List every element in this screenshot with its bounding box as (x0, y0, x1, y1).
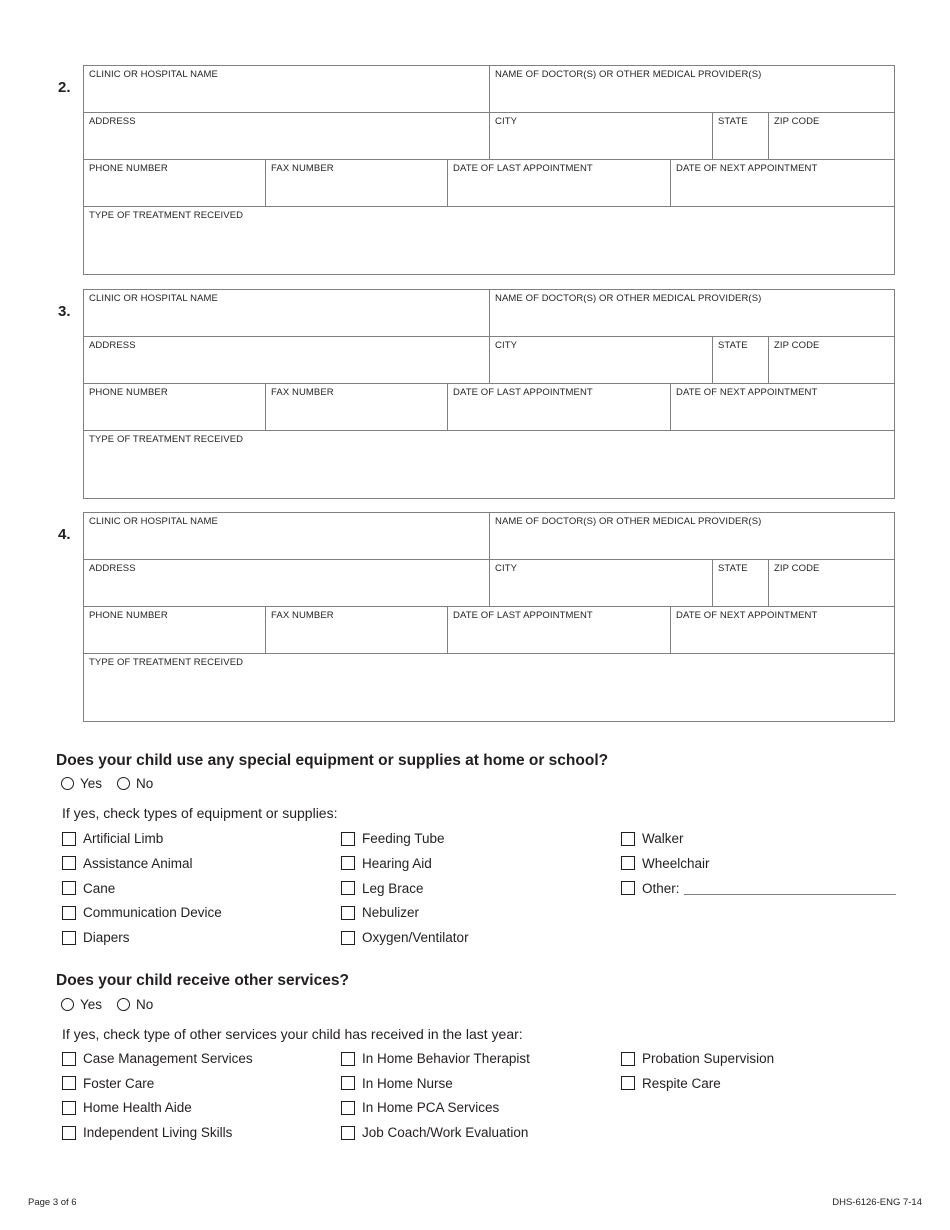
treatment-field[interactable] (84, 431, 894, 498)
field-label: TYPE OF TREATMENT RECEIVED (89, 210, 244, 221)
field-label: ADDRESS (89, 563, 136, 574)
field-label: DATE OF LAST APPOINTMENT (453, 610, 593, 621)
phone-field[interactable] (84, 607, 266, 654)
clinic-name-field[interactable] (84, 513, 490, 560)
checkbox-label: Home Health Aide (83, 1100, 192, 1116)
field-label: ZIP CODE (774, 340, 820, 351)
checkbox[interactable] (341, 832, 355, 846)
checkbox[interactable] (621, 856, 635, 870)
services-checkbox-item[interactable] (62, 1100, 192, 1115)
field-label: NAME OF DOCTOR(S) OR OTHER MEDICAL PROVIDER(S) (495, 69, 762, 80)
equipment-checkbox-item[interactable] (621, 881, 896, 896)
equipment-checkbox-item[interactable] (62, 856, 193, 871)
field-label: ZIP CODE (774, 563, 820, 574)
fax-field[interactable] (266, 607, 448, 654)
services-radio-group (61, 997, 168, 1012)
equipment-checkbox-item[interactable] (341, 856, 432, 871)
checkbox-label: Diapers (83, 930, 130, 946)
services-checkbox-item[interactable] (341, 1076, 453, 1091)
equipment-checkbox-item[interactable] (341, 831, 445, 846)
checkbox-label: Feeding Tube (362, 831, 445, 846)
field-label: NAME OF DOCTOR(S) OR OTHER MEDICAL PROVIDER(S) (495, 516, 762, 527)
fax-field[interactable] (266, 160, 448, 207)
checkbox-label: Job Coach/Work Evaluation (362, 1125, 529, 1141)
field-label: PHONE NUMBER (89, 610, 168, 621)
checkbox[interactable] (341, 1126, 355, 1140)
zip-field[interactable] (769, 113, 894, 160)
phone-field[interactable] (84, 384, 266, 431)
provider-grid (83, 289, 895, 499)
field-label: PHONE NUMBER (89, 163, 168, 174)
field-label: DATE OF LAST APPOINTMENT (453, 163, 593, 174)
address-field[interactable] (84, 560, 490, 607)
clinic-name-field[interactable] (84, 290, 490, 337)
city-field[interactable] (490, 560, 713, 607)
services-checkbox-item[interactable] (62, 1125, 232, 1140)
checkbox-label: Wheelchair (642, 855, 710, 871)
field-label: STATE (718, 116, 748, 127)
provider-number: 2. (58, 79, 71, 96)
field-label: CITY (495, 340, 518, 351)
checkbox-label: Cane (83, 880, 116, 896)
checkbox-label: Leg Brace (362, 880, 424, 896)
provider-grid (83, 65, 895, 275)
field-label: CITY (495, 116, 518, 127)
checkbox[interactable] (341, 856, 355, 870)
checkbox[interactable] (621, 832, 635, 846)
state-field[interactable] (713, 560, 769, 607)
next-appointment-field[interactable] (671, 160, 894, 207)
equipment-checkbox-item[interactable] (621, 856, 710, 871)
state-field[interactable] (713, 113, 769, 160)
field-label: FAX NUMBER (271, 610, 334, 621)
checkbox[interactable] (341, 906, 355, 920)
equipment-checkbox-item[interactable] (62, 831, 163, 846)
field-label: STATE (718, 340, 748, 351)
services-yes-label: Yes (80, 997, 103, 1012)
checkbox[interactable] (62, 856, 76, 870)
checkbox-label: Probation Supervision (642, 1051, 775, 1066)
checkbox[interactable] (62, 1052, 76, 1066)
equipment-checkbox-item[interactable] (621, 831, 684, 846)
checkbox[interactable] (341, 931, 355, 945)
services-prompt: If yes, check type of other services your child has received in the last year: (62, 1026, 523, 1042)
field-label: TYPE OF TREATMENT RECEIVED (89, 434, 244, 445)
field-label: CLINIC OR HOSPITAL NAME (89, 69, 218, 80)
field-label: DATE OF NEXT APPOINTMENT (676, 387, 818, 398)
services-yes-option[interactable] (61, 997, 102, 1012)
checkbox-label: Foster Care (83, 1075, 155, 1091)
field-label: CITY (495, 563, 518, 574)
last-appointment-field[interactable] (448, 607, 671, 654)
checkbox-label: Walker (642, 831, 684, 846)
checkbox[interactable] (341, 1101, 355, 1115)
checkbox[interactable] (62, 832, 76, 846)
last-appointment-field[interactable] (448, 384, 671, 431)
checkbox[interactable] (62, 1101, 76, 1115)
checkbox-label: Assistance Animal (83, 855, 193, 871)
equipment-checkbox-item[interactable] (62, 930, 130, 945)
services-checkbox-item[interactable] (341, 1051, 530, 1066)
radio-button[interactable] (61, 777, 74, 790)
checkbox-label: In Home Behavior Therapist (362, 1051, 530, 1066)
field-label: PHONE NUMBER (89, 387, 168, 398)
field-label: DATE OF NEXT APPOINTMENT (676, 163, 818, 174)
checkbox[interactable] (62, 881, 76, 895)
provider-block (58, 289, 895, 499)
doctor-name-field[interactable] (490, 66, 894, 113)
checkbox-label: Respite Care (642, 1075, 721, 1091)
checkbox[interactable] (62, 1126, 76, 1140)
services-checkbox-item[interactable] (62, 1051, 253, 1066)
equipment-no-label: No (136, 776, 154, 791)
phone-field[interactable] (84, 160, 266, 207)
next-appointment-field[interactable] (671, 384, 894, 431)
checkbox[interactable] (62, 906, 76, 920)
radio-button[interactable] (117, 998, 130, 1011)
checkbox[interactable] (341, 1052, 355, 1066)
page-number: Page 3 of 6 (28, 1197, 77, 1208)
field-label: DATE OF NEXT APPOINTMENT (676, 610, 818, 621)
last-appointment-field[interactable] (448, 160, 671, 207)
equipment-checkbox-item[interactable] (341, 881, 424, 896)
checkbox[interactable] (621, 1052, 635, 1066)
checkbox-label: In Home Nurse (362, 1075, 453, 1091)
equipment-radio-group (61, 776, 168, 791)
checkbox[interactable] (62, 1076, 76, 1090)
services-checkbox-item[interactable] (621, 1051, 774, 1066)
field-label: FAX NUMBER (271, 387, 334, 398)
checkbox-label: Independent Living Skills (83, 1125, 233, 1141)
radio-button[interactable] (117, 777, 130, 790)
field-label: CLINIC OR HOSPITAL NAME (89, 293, 218, 304)
equipment-checkbox-item[interactable] (341, 905, 419, 920)
equipment-prompt: If yes, check types of equipment or supplies: (62, 805, 338, 821)
field-label: NAME OF DOCTOR(S) OR OTHER MEDICAL PROVIDER(S) (495, 293, 762, 304)
equipment-question: Does your child use any special equipment or supplies at home or school? (56, 752, 609, 769)
equipment-yes-option[interactable] (61, 776, 102, 791)
provider-number: 3. (58, 303, 71, 320)
field-label: DATE OF LAST APPOINTMENT (453, 387, 593, 398)
services-no-label: No (136, 997, 154, 1012)
field-label: TYPE OF TREATMENT RECEIVED (89, 657, 244, 668)
checkbox[interactable] (341, 1076, 355, 1090)
checkbox[interactable] (621, 1076, 635, 1090)
provider-block (58, 65, 895, 275)
treatment-field[interactable] (84, 654, 894, 721)
address-field[interactable] (84, 113, 490, 160)
checkbox-label: In Home PCA Services (362, 1100, 500, 1116)
provider-block (58, 512, 895, 722)
equipment-checkbox-item[interactable] (341, 930, 469, 945)
address-field[interactable] (84, 337, 490, 384)
other-text-line[interactable] (684, 881, 896, 895)
field-label: ADDRESS (89, 116, 136, 127)
services-checkbox-item[interactable] (621, 1076, 721, 1091)
radio-button[interactable] (61, 998, 74, 1011)
checkbox-label: Other: (642, 880, 680, 896)
zip-field[interactable] (769, 560, 894, 607)
city-field[interactable] (490, 113, 713, 160)
treatment-field[interactable] (84, 207, 894, 274)
checkbox[interactable] (62, 931, 76, 945)
equipment-yes-label: Yes (80, 776, 103, 791)
checkbox-label: Oxygen/Ventilator (362, 930, 469, 946)
checkbox-label: Case Management Services (83, 1051, 253, 1066)
provider-grid (83, 512, 895, 722)
fax-field[interactable] (266, 384, 448, 431)
doctor-name-field[interactable] (490, 290, 894, 337)
services-no-option[interactable] (117, 997, 153, 1012)
checkbox[interactable] (621, 881, 635, 895)
checkbox-label: Artificial Limb (83, 831, 164, 846)
field-label: ZIP CODE (774, 116, 820, 127)
services-question: Does your child receive other services? (56, 972, 349, 989)
checkbox[interactable] (341, 881, 355, 895)
zip-field[interactable] (769, 337, 894, 384)
services-checkbox-item[interactable] (341, 1125, 528, 1140)
doctor-name-field[interactable] (490, 513, 894, 560)
form-id: DHS-6126-ENG 7-14 (832, 1197, 922, 1208)
equipment-no-option[interactable] (117, 776, 153, 791)
checkbox-label: Communication Device (83, 905, 222, 921)
next-appointment-field[interactable] (671, 607, 894, 654)
state-field[interactable] (713, 337, 769, 384)
field-label: STATE (718, 563, 748, 574)
services-checkbox-item[interactable] (341, 1100, 499, 1115)
field-label: FAX NUMBER (271, 163, 334, 174)
checkbox-label: Nebulizer (362, 905, 420, 921)
provider-number: 4. (58, 526, 71, 543)
field-label: ADDRESS (89, 340, 136, 351)
field-label: CLINIC OR HOSPITAL NAME (89, 516, 218, 527)
services-checkbox-item[interactable] (62, 1076, 154, 1091)
equipment-checkbox-item[interactable] (62, 881, 115, 896)
clinic-name-field[interactable] (84, 66, 490, 113)
checkbox-label: Hearing Aid (362, 855, 432, 871)
city-field[interactable] (490, 337, 713, 384)
equipment-checkbox-item[interactable] (62, 905, 222, 920)
